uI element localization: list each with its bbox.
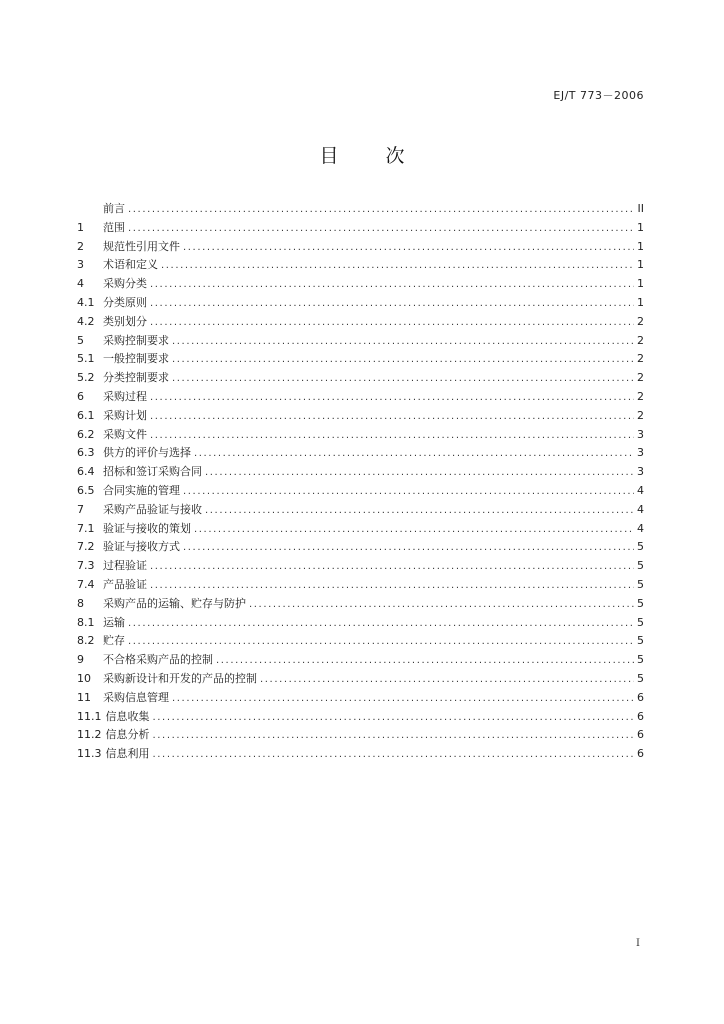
toc-leader-dots (150, 577, 634, 596)
toc-title: 目 次 (319, 145, 419, 167)
toc-entry[interactable] (77, 275, 644, 294)
page-number: I (636, 938, 640, 949)
toc-entry-title: 供方的评价与选择 (103, 446, 191, 460)
toc-leader-dots (172, 333, 634, 352)
toc-entry[interactable] (77, 313, 644, 332)
toc-entry-page: 6 (637, 690, 644, 704)
toc-entry-title: 信息分析 (105, 728, 150, 742)
toc-entry-title: 采购产品验证与接收 (103, 502, 202, 516)
toc-entry-title: 运输 (103, 615, 125, 629)
toc-entry[interactable] (77, 256, 644, 275)
toc-entry-number: 2 (77, 239, 84, 253)
toc-entry-title: 术语和定义 (103, 258, 158, 272)
toc-entry-number: 8.1 (77, 615, 95, 629)
toc-leader-dots (153, 727, 635, 746)
toc-leader-dots (150, 558, 634, 577)
toc-leader-dots (128, 615, 634, 634)
toc-entry-title: 采购信息管理 (103, 690, 169, 704)
toc-entry[interactable] (77, 369, 644, 388)
toc-entry-title: 分类控制要求 (103, 371, 169, 385)
toc-leader-dots (194, 521, 634, 540)
toc-leader-dots (128, 220, 634, 239)
toc-entry-number: 5.2 (77, 371, 95, 385)
toc-entry-title: 验证与接收的策划 (103, 521, 191, 535)
toc-entry-number: 6.2 (77, 427, 95, 441)
toc-entry-page: 2 (637, 389, 644, 403)
toc-entry-page: 1 (637, 277, 644, 291)
toc-leader-dots (150, 276, 634, 295)
toc-entry-number: 6.3 (77, 446, 95, 460)
toc-entry-number: 7 (77, 502, 84, 516)
toc-entry-number: 7.4 (77, 577, 95, 591)
toc-entry[interactable] (77, 294, 644, 313)
toc-entry[interactable] (77, 219, 644, 238)
toc-entry-page: 2 (637, 352, 644, 366)
toc-leader-dots (161, 257, 634, 276)
toc-entry-page: 3 (637, 427, 644, 441)
toc-entry[interactable] (77, 595, 644, 614)
toc-entry-page: 4 (637, 483, 644, 497)
toc-entry-title: 前言 (103, 202, 125, 215)
toc-entry-title: 采购分类 (103, 277, 147, 291)
toc-entry-page: 5 (637, 577, 644, 591)
toc-entry-title: 产品验证 (103, 577, 147, 591)
toc-entry[interactable] (77, 576, 644, 595)
toc-entry-number: 11.3 (77, 747, 102, 761)
toc-entry-number: 8 (77, 596, 84, 610)
toc-entry[interactable] (77, 426, 644, 445)
toc-entry[interactable] (77, 332, 644, 351)
toc-leader-dots (150, 427, 634, 446)
toc-entry[interactable] (77, 538, 644, 557)
toc-entry-title: 一般控制要求 (103, 352, 169, 366)
toc-entry-number: 6.1 (77, 408, 95, 422)
toc-entry-page: 4 (637, 521, 644, 535)
toc-entry-number: 7.1 (77, 521, 95, 535)
toc-entry[interactable] (77, 708, 644, 727)
toc-entry-page: 1 (637, 258, 644, 272)
toc-entry-number: 8.2 (77, 634, 95, 648)
toc-leader-dots (194, 445, 634, 464)
toc-entry-number: 6.5 (77, 483, 95, 497)
toc-leader-dots (260, 671, 634, 690)
toc-entry-title: 采购新设计和开发的产品的控制 (103, 671, 257, 685)
toc-entry-title: 过程验证 (103, 559, 147, 573)
document-code: EJ/T 773－2006 (553, 89, 644, 102)
toc-entry-page: 6 (637, 709, 644, 723)
toc-leader-dots (183, 239, 634, 258)
toc-entry-page: 5 (637, 634, 644, 648)
toc-entry-title: 采购文件 (103, 427, 147, 441)
toc-entry[interactable] (77, 238, 644, 257)
toc-entry-title: 不合格采购产品的控制 (103, 653, 213, 667)
toc-entry-page: 1 (637, 220, 644, 234)
toc-entry-page: 2 (637, 371, 644, 385)
toc-entry-title: 验证与接收方式 (103, 540, 180, 554)
toc-leader-dots (150, 295, 634, 314)
toc-entry-page: 4 (637, 502, 644, 516)
toc-entry-page: 5 (637, 596, 644, 610)
toc-entry-page: 3 (637, 446, 644, 460)
toc-entry-number: 3 (77, 258, 84, 272)
toc-entry[interactable] (77, 726, 644, 745)
toc-leader-dots (172, 690, 634, 709)
toc-entry[interactable] (77, 463, 644, 482)
toc-leader-dots (172, 351, 634, 370)
toc-entry[interactable] (77, 745, 644, 764)
toc-entry-page: 5 (637, 540, 644, 554)
toc-leader-dots (183, 483, 634, 502)
toc-entry-number: 9 (77, 653, 84, 667)
toc-entry-number: 1 (77, 220, 84, 234)
toc-entry-number: 10 (77, 671, 91, 685)
toc-leader-dots (183, 539, 634, 558)
toc-entry-page: 5 (637, 671, 644, 685)
toc-entry-page: 1 (637, 295, 644, 309)
toc-entry-page: II (637, 202, 644, 215)
toc-entry[interactable] (77, 501, 644, 520)
toc-entry-title: 招标和签订采购合同 (103, 465, 202, 479)
toc-entry[interactable] (77, 651, 644, 670)
toc-entry-number: 6.4 (77, 465, 95, 479)
toc-entry-number: 7.2 (77, 540, 95, 554)
toc-entry-page: 1 (637, 239, 644, 253)
toc-entry-page: 2 (637, 408, 644, 422)
toc-entry-number: 11.1 (77, 709, 102, 723)
toc-entry-page: 2 (637, 314, 644, 328)
toc-entry-title: 采购控制要求 (103, 333, 169, 347)
toc-entry-title: 采购产品的运输、贮存与防护 (103, 596, 246, 610)
toc-entry-page: 6 (637, 728, 644, 742)
toc-entry-number: 4 (77, 277, 84, 291)
toc-entry-page: 3 (637, 465, 644, 479)
toc-leader-dots (150, 389, 634, 408)
toc-entry-title: 合同实施的管理 (103, 483, 180, 497)
toc-leader-dots (153, 746, 635, 765)
toc-entry[interactable] (77, 482, 644, 501)
toc-entry-title: 分类原则 (103, 295, 147, 309)
toc-entry-title: 规范性引用文件 (103, 239, 180, 253)
toc-entry-title: 贮存 (103, 634, 125, 648)
toc-entry[interactable] (77, 388, 644, 407)
toc-entry-number: 7.3 (77, 559, 95, 573)
table-of-contents (77, 200, 644, 764)
toc-leader-dots (128, 201, 635, 220)
toc-entry-title: 信息利用 (105, 747, 150, 761)
toc-entry-page: 5 (637, 653, 644, 667)
toc-entry-number: 4.2 (77, 314, 95, 328)
toc-entry-title: 信息收集 (105, 709, 150, 723)
toc-leader-dots (249, 596, 634, 615)
toc-leader-dots (150, 314, 634, 333)
toc-entry-page: 2 (637, 333, 644, 347)
toc-entry[interactable] (77, 520, 644, 539)
toc-entry-number: 5 (77, 333, 84, 347)
toc-entry-title: 采购过程 (103, 389, 147, 403)
toc-entry[interactable] (77, 200, 644, 219)
toc-entry-page: 6 (637, 747, 644, 761)
toc-leader-dots (205, 502, 634, 521)
toc-leader-dots (172, 370, 634, 389)
toc-entry-title: 采购计划 (103, 408, 147, 422)
toc-entry-number: 4.1 (77, 295, 95, 309)
toc-entry-number: 5.1 (77, 352, 95, 366)
toc-entry[interactable] (77, 670, 644, 689)
toc-entry[interactable] (77, 557, 644, 576)
toc-entry-number: 11.2 (77, 728, 102, 742)
toc-entry[interactable] (77, 407, 644, 426)
toc-entry-title: 范围 (103, 220, 125, 234)
toc-entry-number: 11 (77, 690, 91, 704)
toc-entry[interactable] (77, 632, 644, 651)
toc-leader-dots (205, 464, 634, 483)
toc-entry[interactable] (77, 444, 644, 463)
toc-entry-title: 类别划分 (103, 314, 147, 328)
toc-entry[interactable] (77, 614, 644, 633)
toc-entry-page: 5 (637, 559, 644, 573)
toc-entry[interactable] (77, 689, 644, 708)
toc-entry-page: 5 (637, 615, 644, 629)
toc-leader-dots (216, 652, 634, 671)
toc-leader-dots (153, 709, 635, 728)
toc-leader-dots (128, 633, 634, 652)
toc-entry-number: 6 (77, 389, 84, 403)
toc-entry[interactable] (77, 350, 644, 369)
toc-leader-dots (150, 408, 634, 427)
